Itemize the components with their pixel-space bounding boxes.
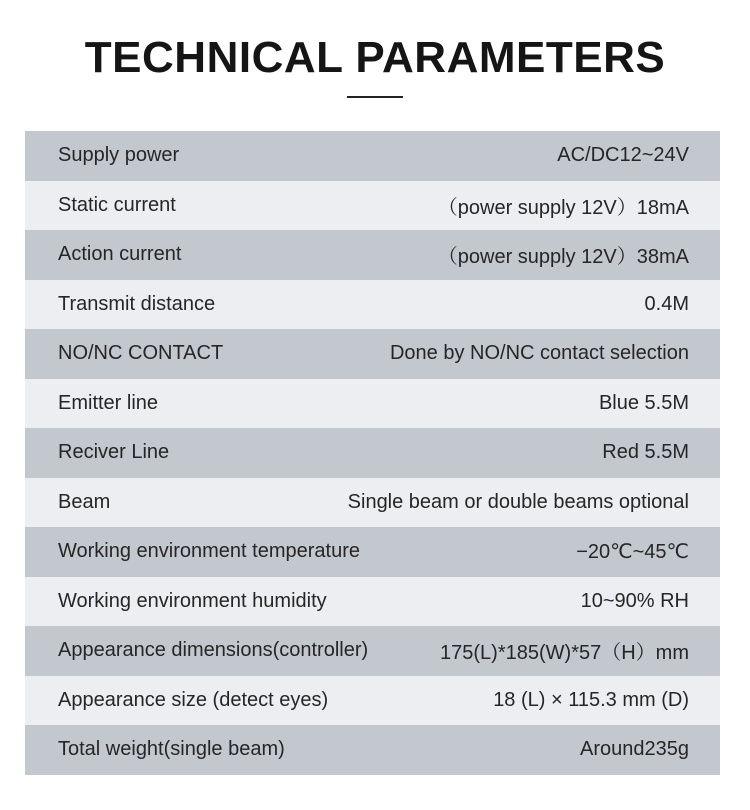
parameters-table [25,131,720,775]
table-row [25,478,720,528]
parameter-value: 175(L)*185(W)*57（H）mm [440,642,689,665]
parameter-value: Single beam or double beams optional [347,490,689,513]
table-row [25,329,720,379]
page-title: TECHNICAL PARAMETERS [84,33,666,82]
parameter-label: Supply power [58,144,180,167]
parameter-value: Around235g [580,738,689,761]
parameter-value: 10~90% RH [580,589,689,612]
parameter-label: Action current [58,243,182,266]
parameter-value: Done by NO/NC contact selection [389,342,689,365]
parameter-value: （power supply 12V）38mA [437,246,689,269]
parameter-value: Blue 5.5M [598,391,689,414]
parameter-label: NO/NC CONTACT [58,342,224,365]
table-row [25,626,720,676]
parameter-label: Appearance size (detect eyes) [58,688,329,711]
parameter-label: Working environment temperature [58,540,360,563]
parameter-label: Reciver Line [58,441,170,464]
parameter-label: Working environment humidity [58,589,327,612]
parameter-value: 0.4M [644,292,689,315]
parameter-label: Total weight(single beam) [58,738,285,761]
table-row [25,428,720,478]
parameter-value: （power supply 12V）18mA [437,196,689,219]
parameter-label: Appearance dimensions(controller) [58,639,369,662]
parameter-value: 18 (L) × 115.3 mm (D) [493,688,689,711]
table-row [25,676,720,726]
table-row [25,230,720,280]
parameter-value: Red 5.5M [602,441,689,464]
table-row [25,725,720,775]
parameter-label: Emitter line [58,391,159,414]
table-row [25,577,720,627]
title-divider [347,96,403,98]
table-row [25,379,720,429]
table-row [25,280,720,330]
table-row [25,181,720,231]
parameter-value: −20℃~45℃ [576,541,689,564]
table-row [25,131,720,181]
parameter-value: AC/DC12~24V [557,144,689,167]
parameter-label: Transmit distance [58,292,216,315]
parameter-label: Beam [58,490,111,513]
parameter-label: Static current [58,193,176,216]
table-row [25,527,720,577]
